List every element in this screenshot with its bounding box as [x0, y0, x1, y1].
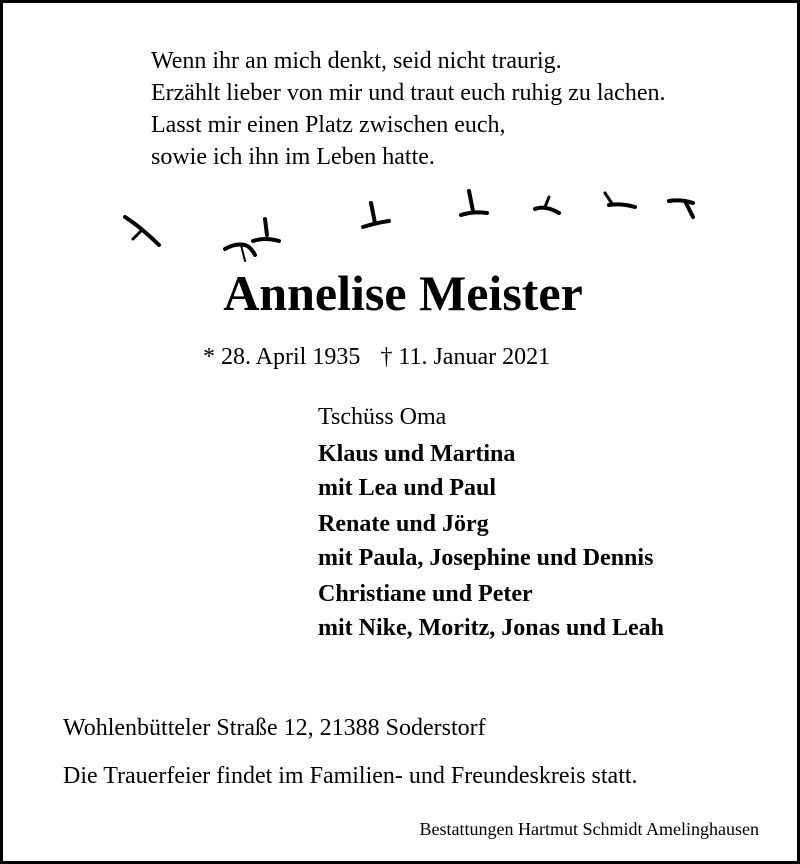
bird-icon	[669, 200, 693, 217]
poem-line: Lasst mir einen Platz zwischen euch,	[151, 112, 506, 138]
mourner-children: mit Lea und Paul	[318, 475, 497, 501]
mourners-list	[318, 401, 664, 647]
bird-icon	[253, 219, 279, 241]
poem-line: sowie ich ihn im Leben hatte.	[151, 144, 435, 170]
bird-icon	[605, 193, 635, 207]
memorial-poem	[151, 45, 665, 173]
undertaker: Bestattungen Hartmut Schmidt Amelinghausen	[419, 819, 759, 839]
ceremony-note: Die Trauerfeier findet im Familien- und Freundeskreis statt.	[63, 763, 638, 789]
bird-icon	[225, 245, 255, 262]
mourner-group	[318, 507, 664, 575]
bird-icon	[125, 217, 159, 245]
mourner-names: Christiane und Peter	[318, 581, 533, 607]
flying-birds-icon	[113, 183, 703, 273]
life-dates	[203, 341, 550, 373]
mourner-names: Klaus und Martina	[318, 441, 516, 467]
bird-icon	[363, 203, 389, 227]
death-date: † 11. Januar 2021	[380, 344, 551, 370]
mourner-names: Renate und Jörg	[318, 511, 489, 537]
mourner-children: mit Paula, Josephine und Dennis	[318, 545, 654, 571]
mourner-children: mit Nike, Moritz, Jonas und Leah	[318, 615, 665, 641]
poem-line: Erzählt lieber von mir und traut euch ruhig zu lachen.	[151, 80, 666, 106]
poem-line: Wenn ihr an mich denkt, seid nicht traurig.	[151, 48, 562, 74]
farewell-text: Tschüss Oma	[318, 404, 447, 430]
bird-icon	[461, 191, 487, 215]
birth-date: * 28. April 1935	[203, 344, 361, 370]
address: Wohlenbütteler Straße 12, 21388 Soderstorf	[63, 715, 486, 741]
deceased-name: Annelise Meister	[223, 265, 583, 321]
mourner-group	[318, 577, 664, 645]
bird-icon	[535, 197, 559, 213]
mourner-group	[318, 437, 664, 505]
